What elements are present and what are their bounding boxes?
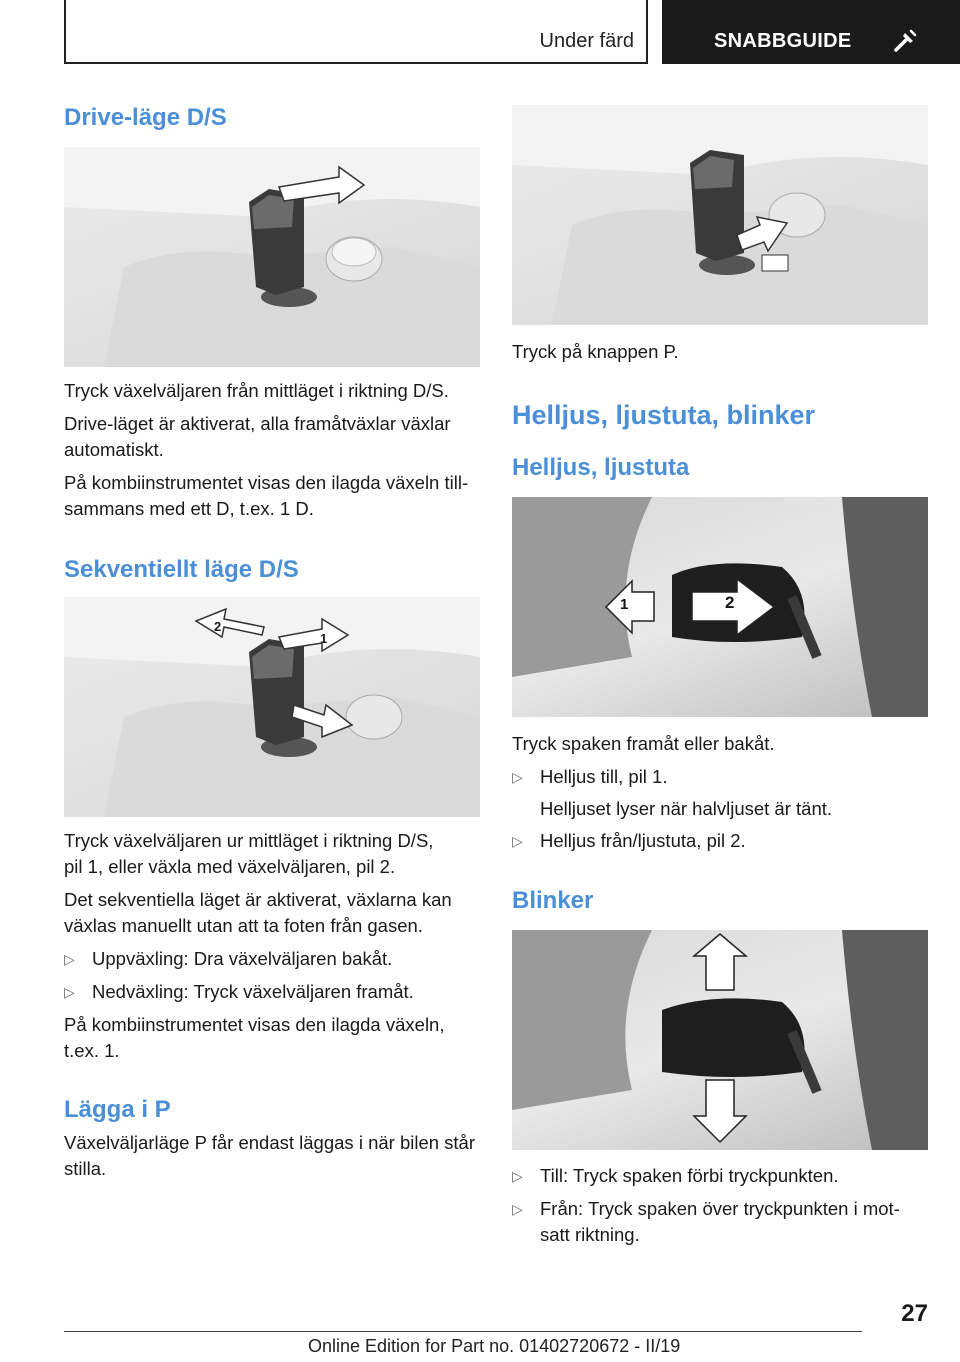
park-title: Lägga i P [64, 1096, 171, 1123]
blinker-illustration [512, 930, 928, 1150]
wrench-icon [892, 28, 918, 54]
gear-selector-illustration [64, 147, 480, 367]
blinker-bullet-off: ▷ Från: Tryck spaken över tryckpunkten i mot- [512, 1196, 928, 1222]
drive-text-3a: På kombiinstrumentet visas den ilagda växeln till- [64, 472, 469, 493]
seq-text-1b: pil 1, eller växla med växelväljaren, pil 2. [64, 856, 396, 877]
drive-text-2b: automatiskt. [64, 439, 164, 460]
section-title: Under färd [539, 30, 634, 52]
drive-mode-title: Drive-läge D/S [64, 104, 227, 131]
lights-main-title: Helljus, ljustuta, blinker [512, 400, 816, 430]
triangle-bullet-icon: ▷ [64, 951, 75, 967]
seq-text-1a: Tryck växelväljaren ur mittläget i riktning D/S, [64, 830, 434, 851]
triangle-bullet-icon: ▷ [512, 1168, 523, 1184]
page-number: 27 [901, 1300, 928, 1327]
high-beam-text-1: Tryck spaken framåt eller bakåt. [512, 733, 775, 754]
seq-text-2b: växlas manuellt utan att ta foten från gasen. [64, 915, 423, 936]
footer-divider [64, 1331, 862, 1332]
guide-label: SNABBGUIDE [714, 30, 852, 52]
seq-text-3a: På kombiinstrumentet visas den ilagda växeln, [64, 1014, 445, 1035]
footer-edition: Online Edition for Part no. 01402720672 - II/19 [308, 1336, 681, 1356]
gear-selector-image-sequential [64, 597, 480, 817]
park-text-1b: stilla. [64, 1158, 107, 1179]
high-beam-bullet-off: ▷ Helljus från/ljustuta, pil 2. [512, 828, 928, 854]
guide-tab [662, 0, 960, 64]
seq-bullet-downshift: ▷ Nedväxling: Tryck växelväljaren framåt. [64, 979, 480, 1005]
stalk-illustration [512, 497, 928, 717]
blinker-bullet-on: ▷ Till: Tryck spaken förbi tryckpunkten. [512, 1163, 928, 1189]
seq-bullet-upshift: ▷ Uppväxling: Dra växelväljaren bakåt. [64, 946, 480, 972]
arrow-label-1: 1 [320, 631, 328, 646]
park-button-illustration [512, 105, 928, 325]
stalk-arrow-label-1: 1 [620, 596, 629, 613]
park-button-image [512, 105, 928, 325]
high-beam-title: Helljus, ljustuta [512, 454, 690, 481]
gear-selector-image-drive [64, 147, 480, 367]
drive-text-2a: Drive-läget är aktiverat, alla framåtväxlar växlar [64, 413, 451, 434]
high-beam-bullet-sub: Helljuset lyser när halvljuset är tänt. [540, 798, 833, 819]
park-text-1a: Växelväljarläge P får endast läggas i när bilen står [64, 1132, 476, 1153]
stalk-arrow-label-2: 2 [725, 593, 735, 612]
seq-text-2a: Det sekventiella läget är aktiverat, växlarna kan [64, 889, 452, 910]
triangle-bullet-icon: ▷ [512, 1201, 523, 1217]
high-beam-image [512, 497, 928, 717]
seq-text-3b: t.ex. 1. [64, 1040, 120, 1061]
blinker-image [512, 930, 928, 1150]
sequential-mode-title: Sekventiellt läge D/S [64, 556, 299, 583]
high-beam-bullet-on: ▷ Helljus till, pil 1. [512, 764, 928, 790]
gear-selector-illustration-sequential [64, 597, 480, 817]
drive-text-1: Tryck växelväljaren från mittläget i riktning D/S. [64, 380, 449, 401]
triangle-bullet-icon: ▷ [64, 984, 75, 1000]
park-caption: Tryck på knappen P. [512, 341, 679, 362]
triangle-bullet-icon: ▷ [512, 833, 523, 849]
arrow-label-2: 2 [214, 619, 222, 634]
blinker-title: Blinker [512, 887, 594, 914]
blinker-bullet-off-cont: satt riktning. [540, 1224, 640, 1245]
drive-text-3b: sammans med ett D, t.ex. 1 D. [64, 498, 314, 519]
triangle-bullet-icon: ▷ [512, 769, 523, 785]
